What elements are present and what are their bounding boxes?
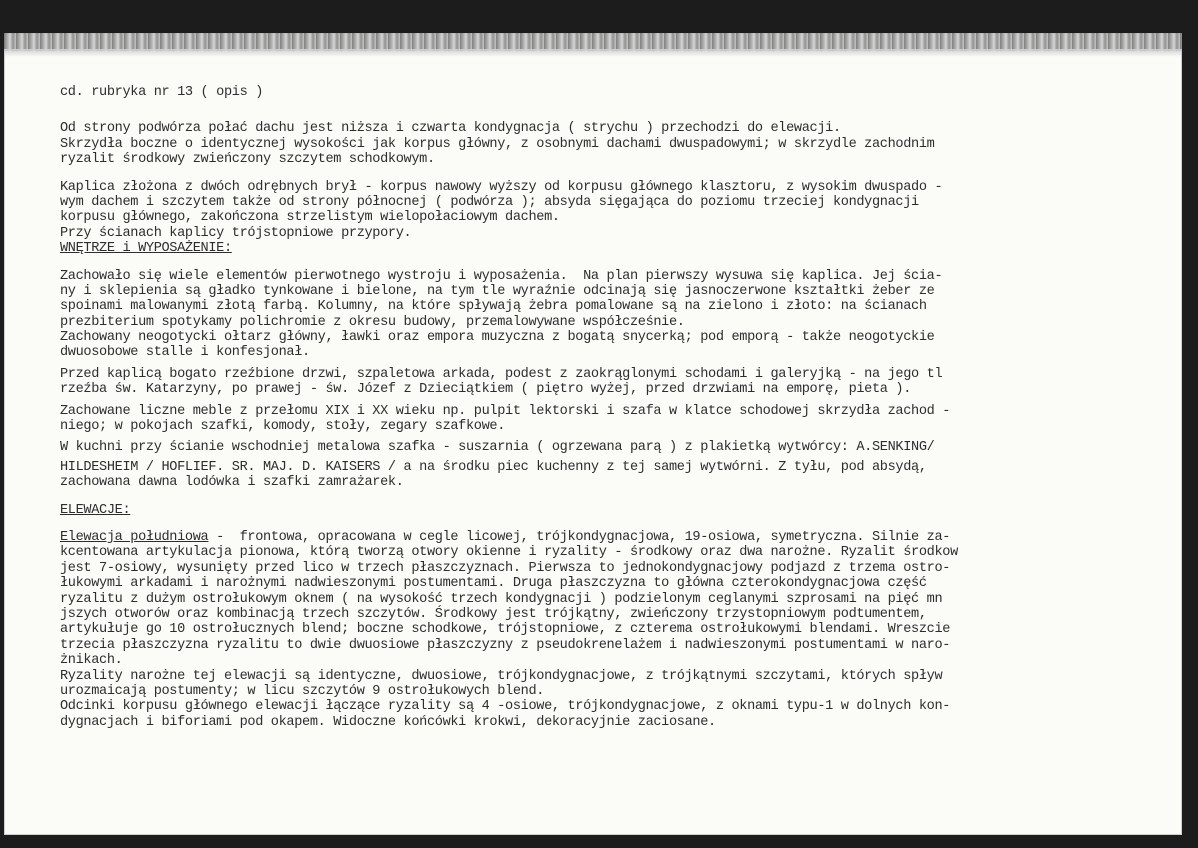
text-line: dwuosobowe stalle i konfesjonał. [60, 345, 310, 361]
text-line: jszych otworów oraz kombinacją trzech szczytów. Środkowy jest trójkątny, zwieńczony trzystopniowym podtumentem, [60, 606, 927, 622]
text-run: - frontowa, opracowana w cegle licowej, trójkondygnacjowa, 19-osiowa, symetryczna. Silnie za- [208, 529, 951, 545]
text-line: Od strony podwórza połać dachu jest niższa i czwarta kondygnacja ( strychu ) przechodzi do elewacji. [60, 121, 841, 137]
text-line [60, 530, 1160, 545]
document-sheet [4, 33, 1182, 835]
text-line: prezbiterium spotykamy polichromie z okresu budowy, przemalowywane współcześnie. [60, 314, 685, 330]
text-line: jest 7-osiowy, wysunięty przed lico w trzech płaszczyznach. Pierwsza to jednokondygnacjowy podjazd z trzema ostro- [60, 560, 951, 576]
text-line: HILDESHEIM / HOFLIEF. SR. MAJ. D. KAISERS / a na środku piec kuchenny z tej samej wytwórni. Z tyłu, pod absydą, [60, 459, 927, 475]
text-line: rzeźba św. Katarzyny, po prawej - św. Józef z Dzieciątkiem ( piętro wyżej, przed drzwiami na emporę, pieta ). [60, 382, 912, 398]
paragraph [60, 440, 1160, 490]
paragraph [60, 121, 1160, 167]
paragraph [60, 180, 1160, 242]
text-line: spoinami malowanymi złotą farbą. Kolumny, na które spływają żebra pomalowane są na zielono i złoto: na ścianach [60, 299, 927, 315]
text-line: trzecia płaszczyzna ryzalitu to dwie dwuosiowe płaszczyzny z pseudokrenelażem i nadwieszonymi postumentami w naro- [60, 637, 951, 653]
text-line: Skrzydła boczne o identycznej wysokości jak korpus główny, z osobnymi dachami dwuspadowymi; w skrzydle zachodnim [60, 136, 935, 152]
text-line: ryzalit środkowy zwieńczony szczytem schodkowym. [60, 152, 435, 168]
text-line: Przed kaplicą bogato rzeźbione drzwi, szpaletowa arkada, podest z zaokrąglonymi schodami i galeryjką - na jego tl [60, 366, 943, 382]
text-line: Przy ścianach kaplicy trójstopniowe przypory. [60, 225, 412, 241]
section-heading-elevations: ELEWACJE: [60, 502, 131, 518]
section-heading-interior: WNĘTRZE i WYPOSAŻENIE: [60, 241, 232, 257]
text-line: Zachowany neogotycki ołtarz główny, ławki oraz empora muzyczna z bogatą snycerką; pod emporą - także neogotyckie [60, 330, 935, 346]
torn-edge [4, 33, 1182, 51]
text-line: żnikach. [60, 653, 123, 669]
text-line: zachowana dawna lodówka i szafki zamrażarek. [60, 475, 404, 491]
text-line: artykułuje go 10 ostrołucznych blend; boczne schodkowe, trójstopniowe, z czterema ostrołukowymi blendami. Wreszcie [60, 622, 951, 638]
text-line: niego; w pokojach szafki, komody, stoły, zegary szafkowe. [60, 419, 506, 435]
text-line: dygnacjach i biforiami pod okapem. Widoczne końcówki krokwi, dekoracyjnie zaciosane. [60, 714, 716, 730]
text-line: Zachowało się wiele elementów pierwotnego wystroju i wyposażenia. Na plan pierwszy wysuwa się kaplica. Jej ścia- [60, 268, 943, 284]
text-line: urozmaicają postumenty; w licu szczytów 9 ostrołukowych blend. [60, 683, 545, 699]
text-line: Zachowane liczne meble z przełomu XIX i XX wieku np. pulpit lektorski i szafa w klatce schodowej skrzydła zachod - [60, 403, 951, 419]
text-line: Odcinki korpusu głównego elewacji łączące ryzality są 4 -osiowe, trójkondygnacjowe, z oknami typu-1 w dolnych kon- [60, 699, 951, 715]
paragraph [60, 269, 1160, 361]
typewritten-text [60, 85, 1160, 730]
text-line: korpusu głównego, zakończona strzelistym wielopołaciowym dachem. [60, 210, 560, 226]
paragraph [60, 404, 1160, 435]
text-line: kcentowana artykulacja pionowa, którą tworzą otwory okienne i ryzality - środkowy oraz dwa narożne. Ryzalit środkow [60, 545, 958, 561]
text-line: ryzalitu z dużym ostrołukowym oknem ( na wysokość trzech kondygnacji ) podzielonym ceglanymi szprosami na pięć mn [60, 591, 943, 607]
text-line: ny i sklepienia są gładko tynkowane i bielone, na tym tle wyraźnie odcinają się jasnoczerwone kształtki żeber ze [60, 283, 935, 299]
text-line: łukowymi arkadami i narożnymi nadwieszonymi postumentami. Druga płaszczyzna to główna czterokondygnacjowa część [60, 576, 927, 592]
text-line: Ryzality narożne tej elewacji są identyczne, dwuosiowe, trójkondygnacjowe, z trójkątnymi szczytami, których spływ [60, 668, 943, 684]
paragraph [60, 367, 1160, 398]
page-header: cd. rubryka nr 13 ( opis ) [60, 85, 263, 100]
text-line: wym dachem i szczytem także od strony północnej ( podwórza ); absyda sięgająca do poziomu trzeciej kondygnacji [60, 194, 919, 210]
text-line: W kuchni przy ścianie wschodniej metalowa szafka - suszarnia ( ogrzewana parą ) z plakietką wytwórcy: A.SENKING/ [60, 440, 935, 456]
text-line: Kaplica złożona z dwóch odrębnych brył - korpus nawowy wyższy od korpusu głównego klasztoru, z wysokim dwuspado - [60, 179, 943, 195]
paragraph [60, 530, 1160, 730]
elevation-lead: Elewacja południowa [60, 529, 209, 545]
